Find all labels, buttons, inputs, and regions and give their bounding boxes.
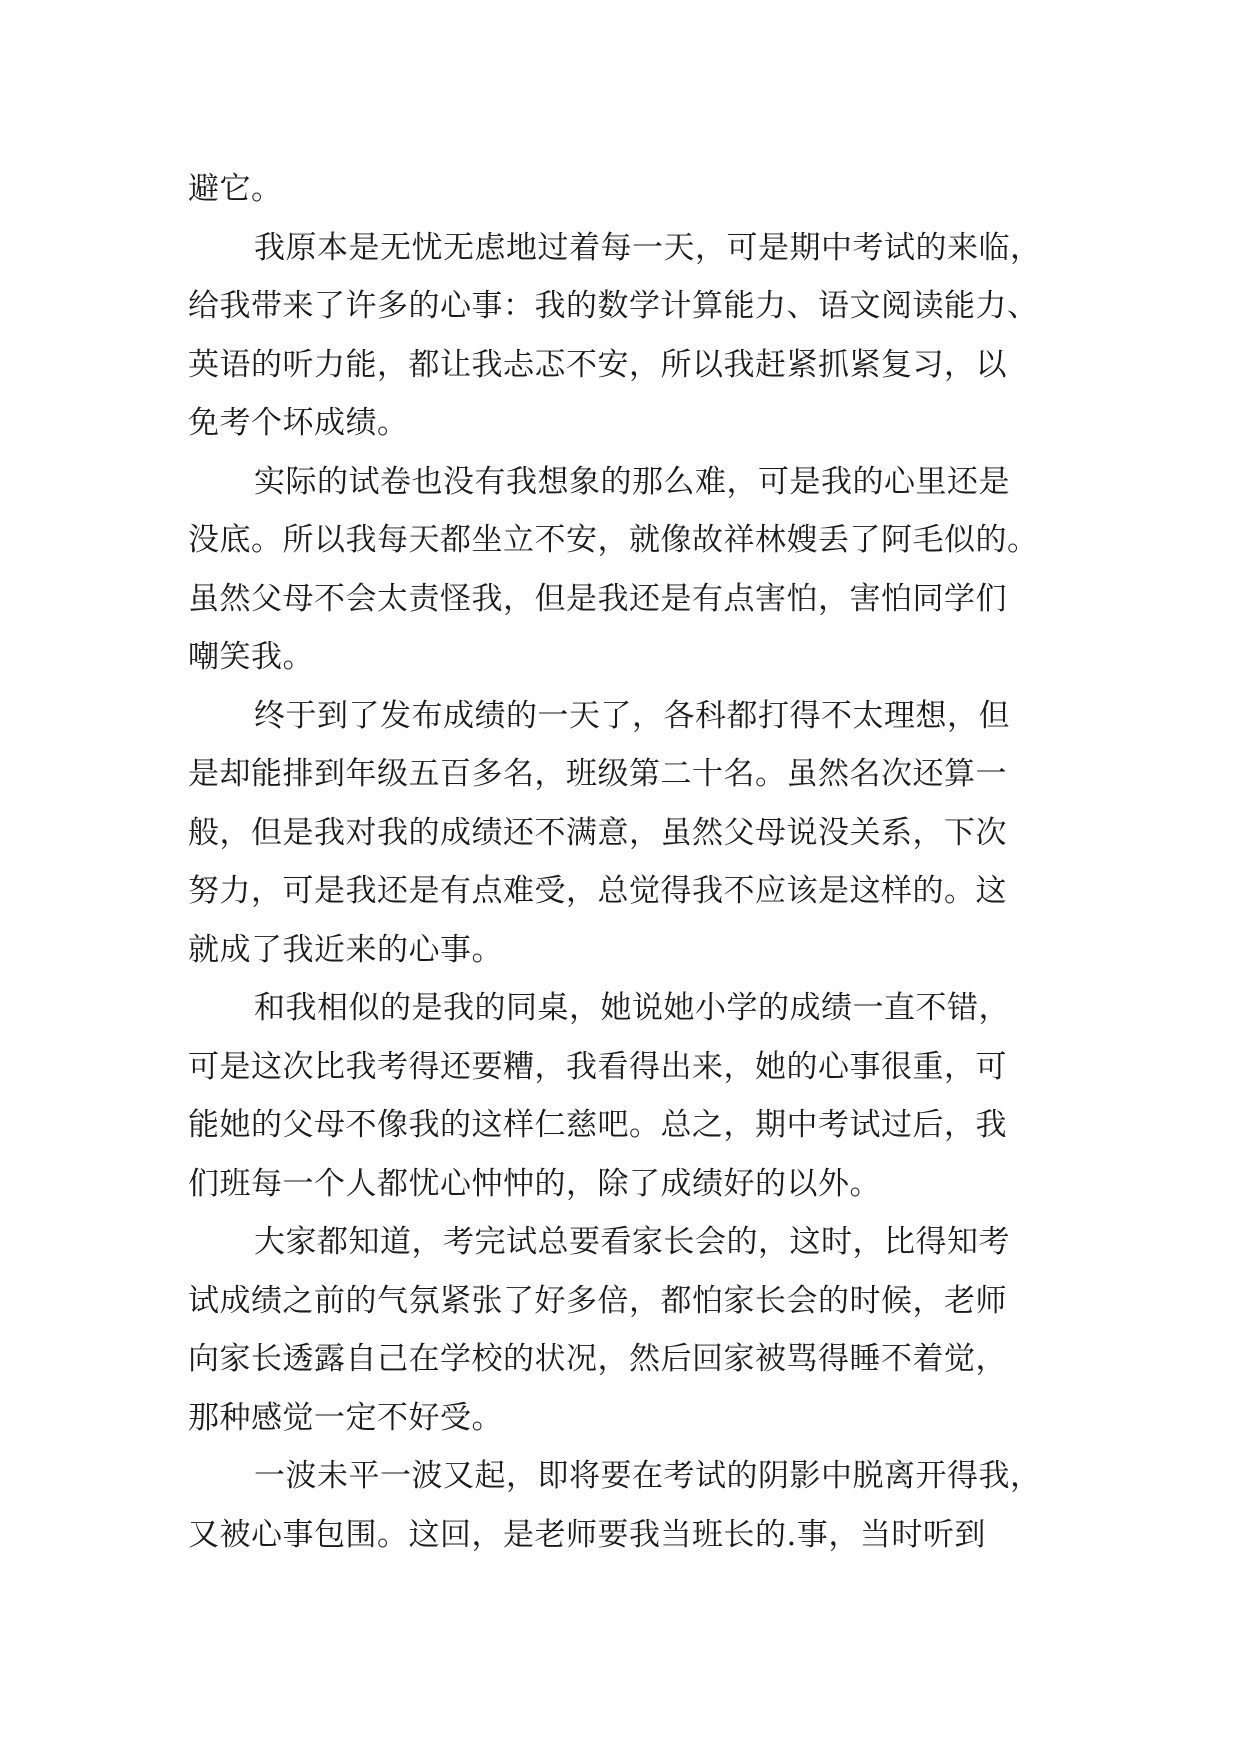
text-line: 给我带来了许多的心事：我的数学计算能力、语文阅读能力、 (188, 288, 1039, 324)
text-line: 努力，可是我还是有点难受，总觉得我不应该是这样的。这 (188, 873, 1007, 909)
text-line: 虽然父母不会太责怪我，但是我还是有点害怕，害怕同学们 (188, 580, 1007, 617)
text-line: 般，但是我对我的成绩还不满意，虽然父母说没关系，下次 (188, 814, 1007, 851)
text-line: 终于到了发布成绩的一天了，各科都打得不太理想，但 (254, 697, 1010, 734)
text-line: 我原本是无忧无虑地过着每一天，可是期中考试的来临， (254, 229, 1042, 266)
text-line: 那种感觉一定不好受。 (188, 1399, 503, 1436)
text-line: 向家长透露自己在学校的状况，然后回家被骂得睡不着觉， (188, 1341, 1007, 1377)
text-line: 是却能排到年级五百多名，班级第二十名。虽然名次还算一 (188, 756, 1007, 792)
text-line: 试成绩之前的气氛紧张了好多倍，都怕家长会的时候，老师 (188, 1282, 1007, 1319)
body-text (188, 160, 1058, 1564)
text-line: 能她的父母不像我的这样仁慈吧。总之，期中考试过后，我 (188, 1107, 1007, 1143)
text-line: 们班每一个人都忧心忡忡的，除了成绩好的以外。 (188, 1165, 881, 1202)
text-line: 嘲笑我。 (188, 639, 314, 675)
text-line: 又被心事包围。这回，是老师要我当班长的.事，当时听到 (188, 1516, 986, 1553)
text-line: 实际的试卷也没有我想象的那么难，可是我的心里还是 (254, 463, 1010, 500)
text-line: 就成了我近来的心事。 (188, 931, 503, 968)
text-line: 一波未平一波又起，即将要在考试的阴影中脱离开得我， (254, 1458, 1042, 1494)
text-line: 可是这次比我考得还要糟，我看得出来，她的心事很重，可 (188, 1048, 1007, 1085)
text-line: 免考个坏成绩。 (188, 405, 409, 441)
text-line: 英语的听力能，都让我忐忑不安，所以我赶紧抓紧复习，以 (188, 346, 1007, 383)
text-line: 没底。所以我每天都坐立不安，就像故祥林嫂丢了阿毛似的。 (188, 522, 1039, 558)
text-line: 大家都知道，考完试总要看家长会的，这时，比得知考 (254, 1224, 1010, 1260)
text-line: 避它。 (188, 171, 283, 207)
text-line: 和我相似的是我的同桌，她说她小学的成绩一直不错， (254, 990, 1010, 1026)
